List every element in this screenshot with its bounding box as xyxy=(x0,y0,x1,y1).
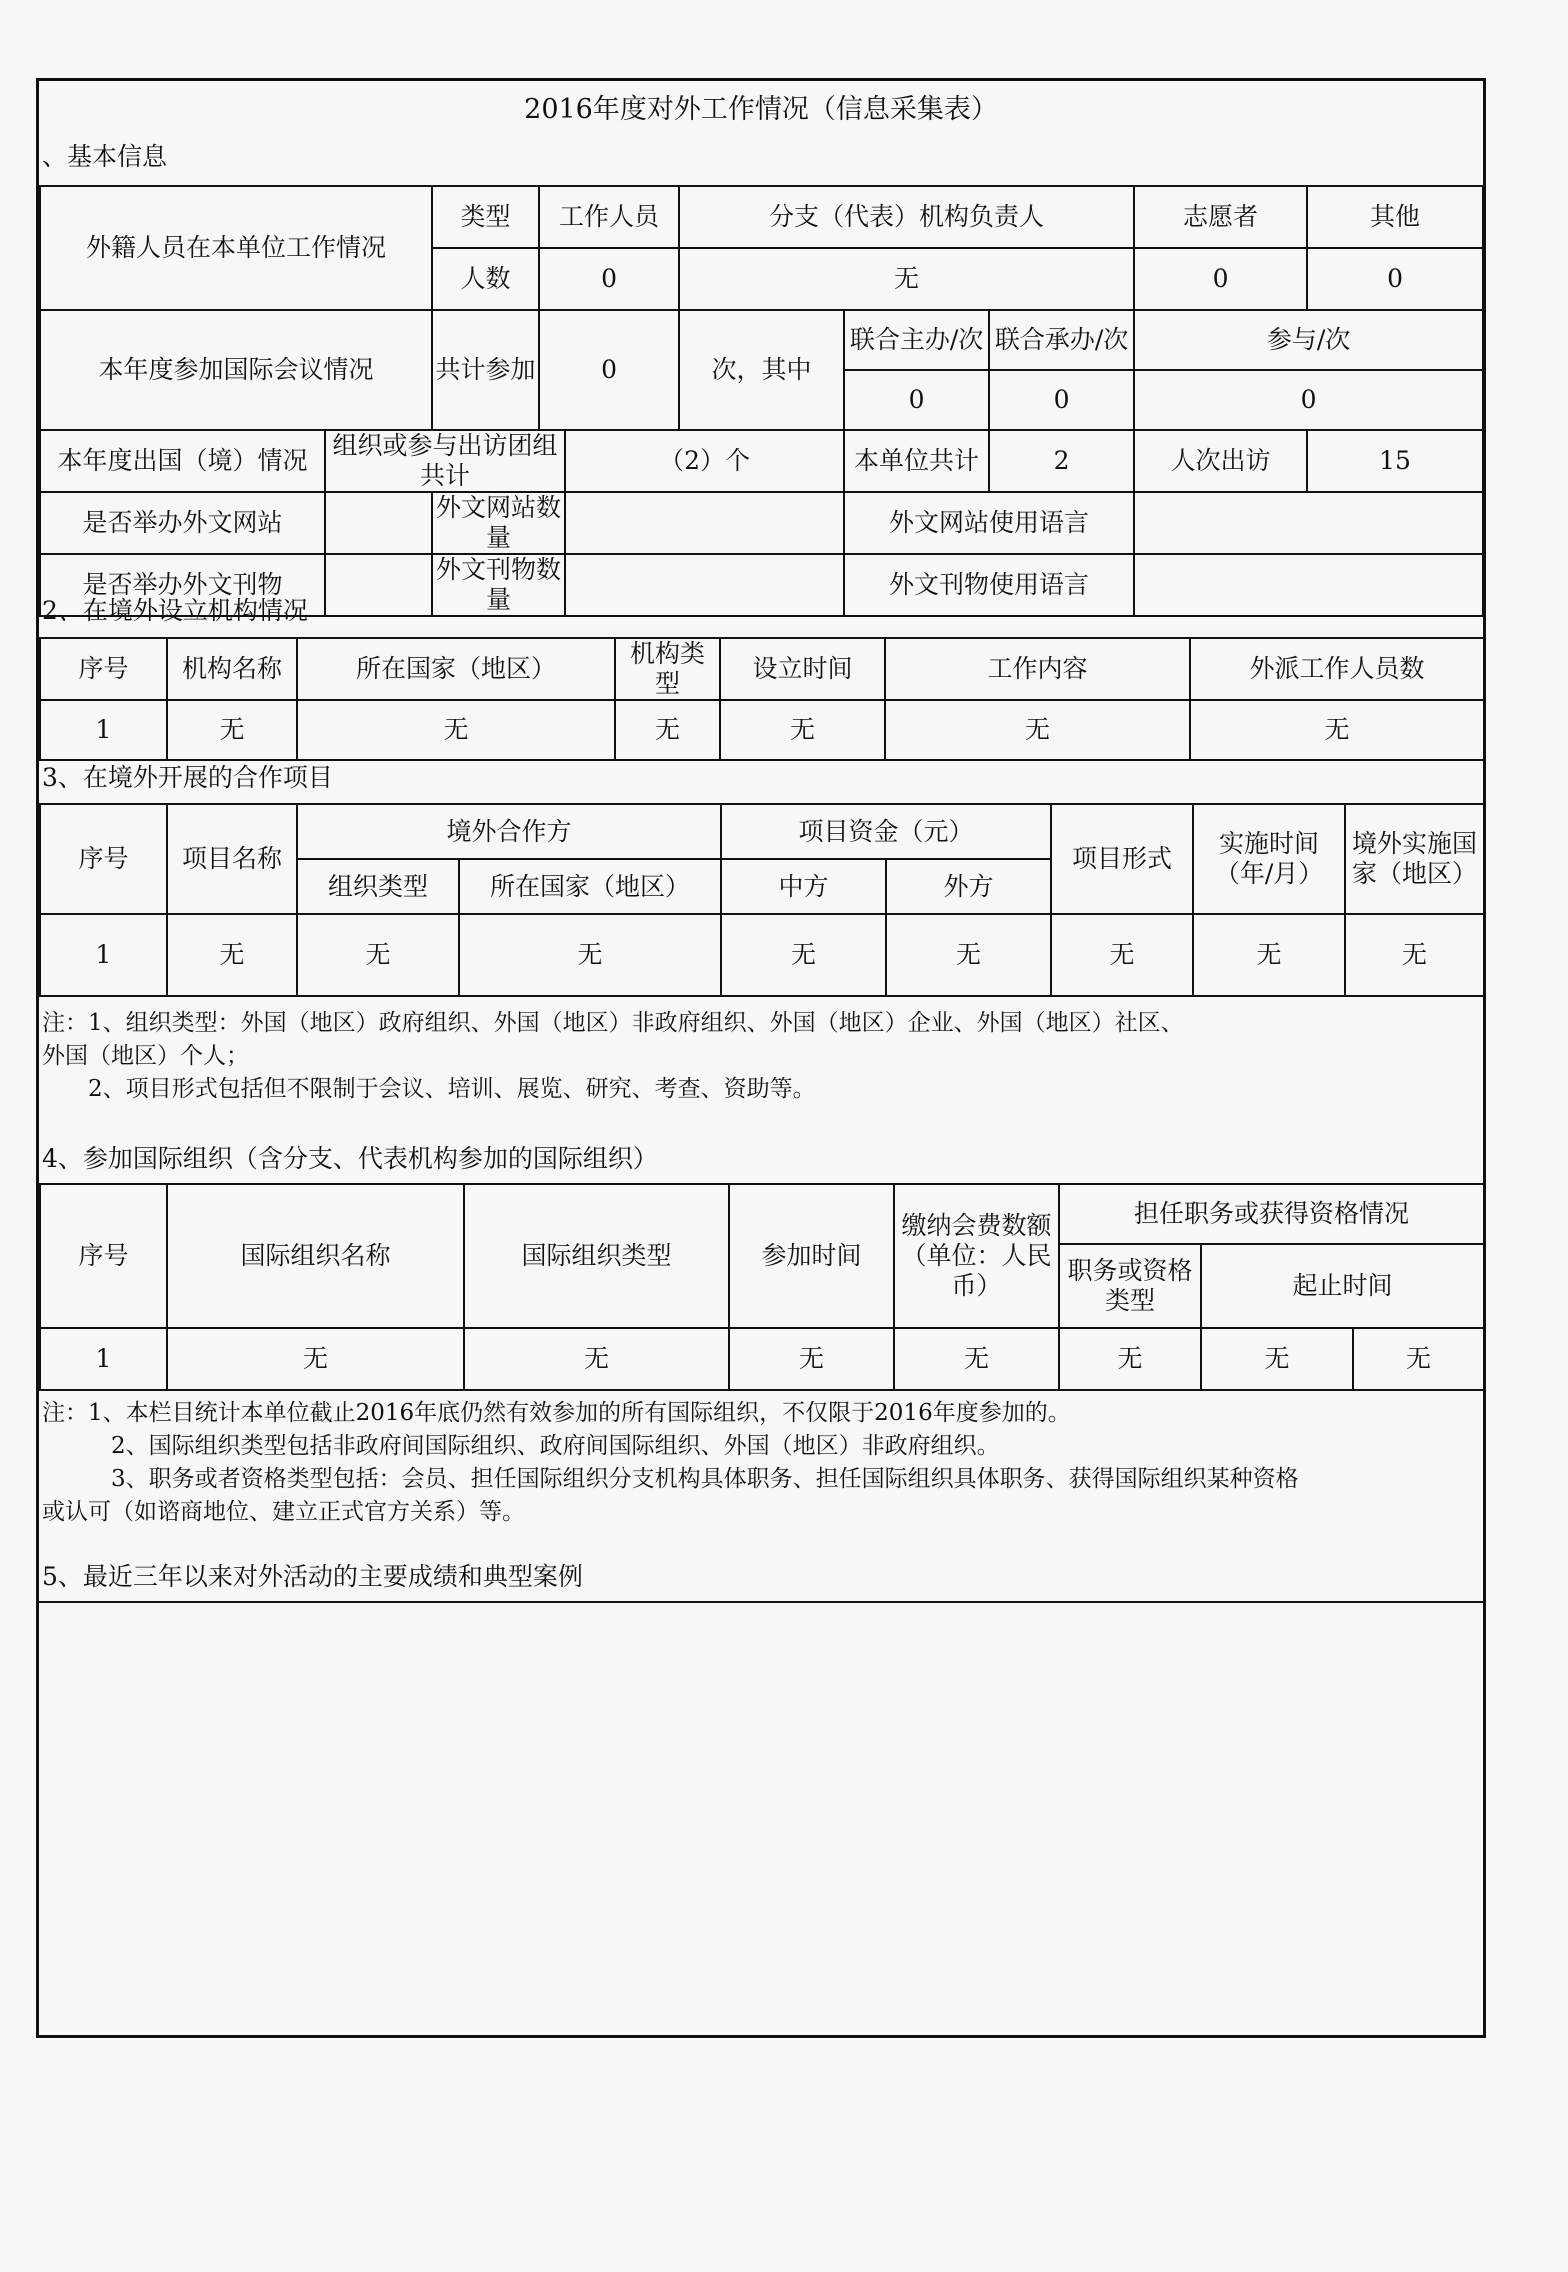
projects-table xyxy=(39,803,1485,997)
achievements-area xyxy=(39,1603,1483,2035)
website-label: 是否举办外文网站 xyxy=(40,492,325,554)
intl-header-seq: 序号 xyxy=(40,1184,167,1328)
note-line: 3、职务或者资格类型包括：会员、担任国际组织分支机构具体职务、担任国际组织具体职务、获得国际组织某种资格 xyxy=(42,1466,1299,1492)
org-cell-country: 无 xyxy=(297,700,615,760)
proj-header-name: 项目名称 xyxy=(167,804,297,914)
intl-cell-join-time: 无 xyxy=(729,1328,894,1390)
count-label: 人数 xyxy=(432,248,539,310)
proj-header-time: 实施时间（年/月） xyxy=(1193,804,1345,914)
proj-cell-form: 无 xyxy=(1051,914,1193,996)
proj-header-impl-country: 境外实施国家（地区） xyxy=(1345,804,1484,914)
section-overseas-org: 2、在境外设立机构情况 xyxy=(42,596,308,625)
intl-header-position-group: 担任职务或获得资格情况 xyxy=(1059,1184,1484,1244)
proj-header-form: 项目形式 xyxy=(1051,804,1193,914)
abroad-label: 本年度出国（境）情况 xyxy=(40,430,325,492)
intl-header-period: 起止时间 xyxy=(1201,1244,1484,1328)
proj-cell-impl-country: 无 xyxy=(1345,914,1484,996)
other-label: 其他 xyxy=(1307,186,1483,248)
website-count-label: 外文网站数量 xyxy=(432,492,565,554)
co-host-label: 联合主办/次 xyxy=(844,310,989,370)
proj-header-country: 所在国家（地区） xyxy=(459,859,721,914)
note-line: 外国（地区）个人； xyxy=(42,1043,249,1069)
groups-value: （2）个 xyxy=(565,430,844,492)
intl-cell-seq: 1 xyxy=(40,1328,167,1390)
table-row xyxy=(40,700,1484,760)
proj-cell-name: 无 xyxy=(167,914,297,996)
journal-lang-value xyxy=(1134,554,1483,616)
proj-header-foreign-side: 外方 xyxy=(886,859,1051,914)
proj-header-partner: 境外合作方 xyxy=(297,804,721,859)
intl-header-type: 国际组织类型 xyxy=(464,1184,729,1328)
volunteer-count: 0 xyxy=(1134,248,1307,310)
intl-cell-period-end: 无 xyxy=(1353,1328,1484,1390)
intl-header-join-time: 参加时间 xyxy=(729,1184,894,1328)
org-header-type: 机构类型 xyxy=(615,638,720,700)
notes-intl-org xyxy=(42,1397,1299,1529)
journal-count-value xyxy=(565,554,844,616)
org-header-name: 机构名称 xyxy=(167,638,297,700)
intl-cell-fee: 无 xyxy=(894,1328,1059,1390)
other-count: 0 xyxy=(1307,248,1483,310)
proj-header-org-type: 组织类型 xyxy=(297,859,459,914)
table-row xyxy=(40,1328,1484,1390)
intl-cell-type: 无 xyxy=(464,1328,729,1390)
journal-lang-label: 外文刊物使用语言 xyxy=(844,554,1134,616)
section-intl-org: 4、参加国际组织（含分支、代表机构参加的国际组织） xyxy=(42,1144,658,1173)
staff-label: 工作人员 xyxy=(539,186,679,248)
note-line: 2、项目形式包括但不限制于会议、培训、展览、研究、考查、资助等。 xyxy=(42,1076,816,1102)
proj-header-cn-side: 中方 xyxy=(721,859,886,914)
overseas-org-table xyxy=(39,637,1485,761)
notes-projects xyxy=(42,1007,1184,1106)
foreign-staff-label: 外籍人员在本单位工作情况 xyxy=(40,186,432,310)
type-label: 类型 xyxy=(432,186,539,248)
participate-value: 0 xyxy=(1134,370,1483,430)
org-cell-content: 无 xyxy=(885,700,1190,760)
org-cell-name: 无 xyxy=(167,700,297,760)
section-achievements: 5、最近三年以来对外活动的主要成绩和典型案例 xyxy=(42,1562,583,1591)
co-organize-value: 0 xyxy=(989,370,1134,430)
form-title: 2016年度对外工作情况（信息采集表） xyxy=(524,94,998,125)
conference-label: 本年度参加国际会议情况 xyxy=(40,310,432,430)
section-projects: 3、在境外开展的合作项目 xyxy=(42,763,333,792)
total-label: 共计参加 xyxy=(432,310,539,430)
org-header-country: 所在国家（地区） xyxy=(297,638,615,700)
intl-cell-position-type: 无 xyxy=(1059,1328,1201,1390)
org-header-staff: 外派工作人员数 xyxy=(1190,638,1484,700)
website-answer xyxy=(325,492,432,554)
org-cell-seq: 1 xyxy=(40,700,167,760)
co-organize-label: 联合承办/次 xyxy=(989,310,1134,370)
form-frame xyxy=(36,78,1486,2038)
intl-cell-period-start: 无 xyxy=(1201,1328,1353,1390)
person-visits-value: 15 xyxy=(1307,430,1483,492)
intl-header-name: 国际组织名称 xyxy=(167,1184,464,1328)
unit-total-value: 2 xyxy=(989,430,1134,492)
org-cell-type: 无 xyxy=(615,700,720,760)
proj-cell-time: 无 xyxy=(1193,914,1345,996)
groups-label: 组织或参与出访团组共计 xyxy=(325,430,565,492)
section-basic-info: 、基本信息 xyxy=(42,142,168,171)
org-header-seq: 序号 xyxy=(40,638,167,700)
intl-cell-name: 无 xyxy=(167,1328,464,1390)
proj-cell-cn-side: 无 xyxy=(721,914,886,996)
total-value: 0 xyxy=(539,310,679,430)
participate-label: 参与/次 xyxy=(1134,310,1483,370)
proj-header-funds: 项目资金（元） xyxy=(721,804,1051,859)
note-line: 注：1、组织类型：外国（地区）政府组织、外国（地区）非政府组织、外国（地区）企业、外国（地区）社区、 xyxy=(42,1010,1184,1036)
basic-info-table xyxy=(39,185,1484,617)
intl-header-position-type: 职务或资格类型 xyxy=(1059,1244,1201,1328)
branch-head-count: 无 xyxy=(679,248,1134,310)
intl-org-table xyxy=(39,1183,1485,1391)
times-label: 次，其中 xyxy=(679,310,844,430)
proj-header-seq: 序号 xyxy=(40,804,167,914)
note-line: 或认可（如谘商地位、建立正式官方关系）等。 xyxy=(42,1499,525,1525)
journal-label: 是否举办外文刊物 xyxy=(40,554,325,616)
table-row xyxy=(40,914,1484,996)
proj-cell-org-type: 无 xyxy=(297,914,459,996)
website-lang-label: 外文网站使用语言 xyxy=(844,492,1134,554)
volunteer-label: 志愿者 xyxy=(1134,186,1307,248)
branch-head-label: 分支（代表）机构负责人 xyxy=(679,186,1134,248)
org-cell-time: 无 xyxy=(720,700,885,760)
intl-header-fee: 缴纳会费数额（单位：人民币） xyxy=(894,1184,1059,1328)
unit-total-label: 本单位共计 xyxy=(844,430,989,492)
note-line: 2、国际组织类型包括非政府间国际组织、政府间国际组织、外国（地区）非政府组织。 xyxy=(42,1433,1000,1459)
org-header-content: 工作内容 xyxy=(885,638,1190,700)
proj-cell-seq: 1 xyxy=(40,914,167,996)
staff-count: 0 xyxy=(539,248,679,310)
org-cell-staff: 无 xyxy=(1190,700,1484,760)
journal-count-label: 外文刊物数量 xyxy=(432,554,565,616)
proj-cell-country: 无 xyxy=(459,914,721,996)
website-count-value xyxy=(565,492,844,554)
journal-answer xyxy=(325,554,432,616)
note-line: 注：1、本栏目统计本单位截止2016年底仍然有效参加的所有国际组织，不仅限于2016年度参加的。 xyxy=(42,1400,1071,1426)
person-visits-label: 人次出访 xyxy=(1134,430,1307,492)
co-host-value: 0 xyxy=(844,370,989,430)
org-header-time: 设立时间 xyxy=(720,638,885,700)
proj-cell-foreign-side: 无 xyxy=(886,914,1051,996)
website-lang-value xyxy=(1134,492,1483,554)
